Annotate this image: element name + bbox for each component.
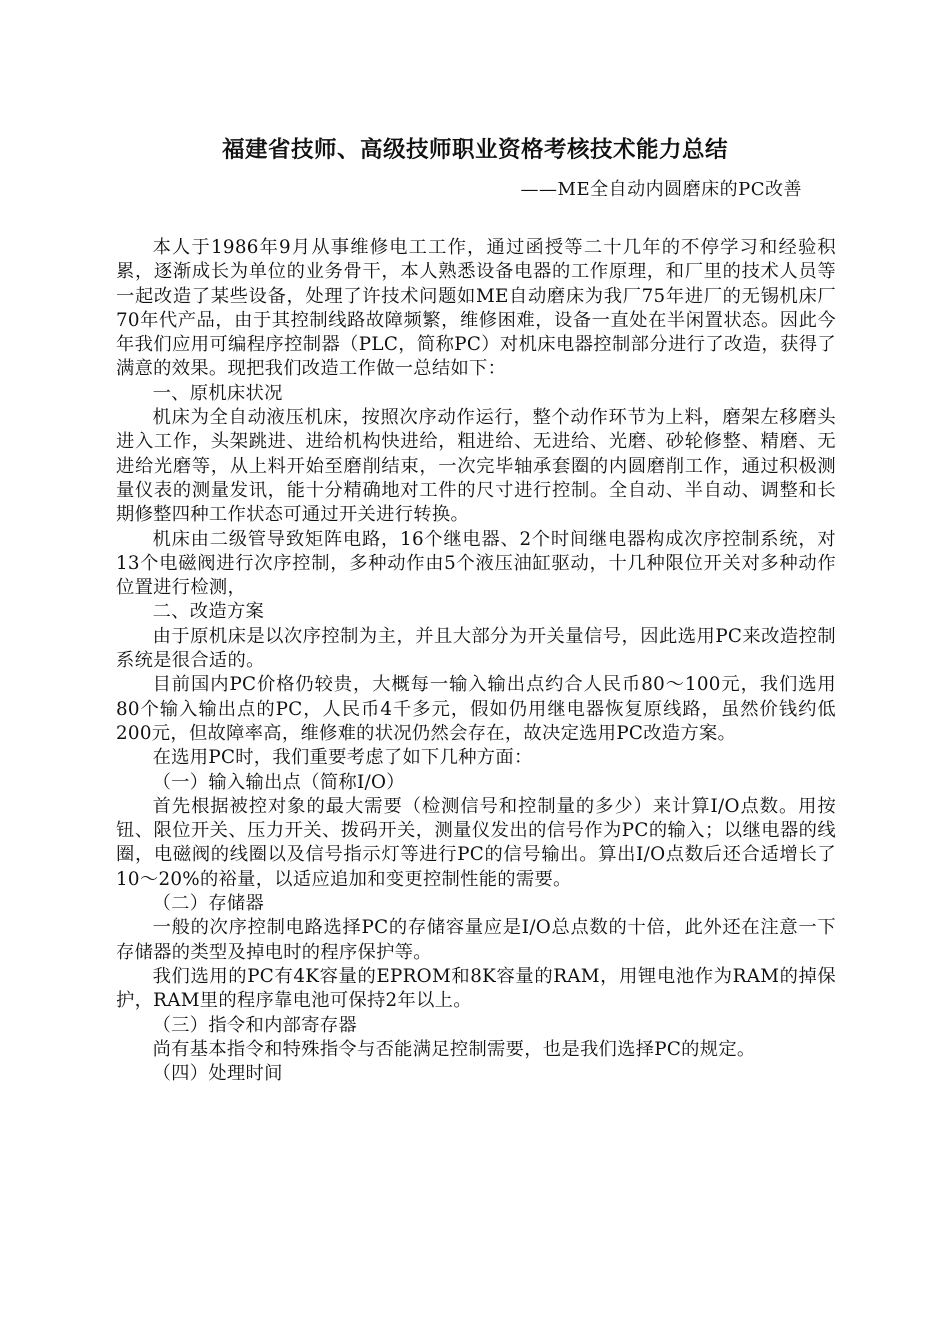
paragraph-io: 首先根据被控对象的最大需要（检测信号和控制量的多少）来计算I/O点数。用按钮、限位开关、压力开关、拨码开关，测量仪发出的信号作为PC的输入；以继电器的线圈，电磁阀的线圈以及信号指示灯等进行PC的信号输出。算出I/O点数后还合适增长了10～20%的裕量，以适应追加和变更控制性能的需要。 bbox=[116, 795, 836, 890]
subheading-io: （一）输入输出点（简称I/O） bbox=[152, 771, 405, 793]
paragraph-memory-spec: 我们选用的PC有4K容量的EPROM和8K容量的RAM，用锂电池作为RAM的掉保护，RAM里的程序靠电池可保持2年以上。 bbox=[116, 965, 836, 1012]
subheading-processing-time: （四）处理时间 bbox=[152, 1063, 283, 1085]
paragraph-memory: 一般的次序控制电路选择PC的存储容量应是I/O总点数的十倍，此外还在注意一下存储器的类型及掉电时的程序保护等。 bbox=[116, 917, 836, 963]
paragraph-plan-reason: 由于原机床是以次序控制为主，并且大部分为开关量信号，因此选用PC来改造控制系统是很合适的。 bbox=[116, 625, 836, 672]
paragraph-machine-description: 机床为全自动液压机床，按照次序动作运行，整个动作环节为上料，磨架左移磨头进入工作，头架跳进、进给机构快进给，粗进给、无进给、光磨、砂轮修整、精磨、无进给光磨等，从上料开始至磨削结束，一次完毕轴承套圈的内圆磨削工作，通过积极测量仪表的测量发讯，能十分精确地对工件的尺寸进行控制。全自动、半自动、调整和长期修整四种工作状态可通过开关进行转换。 bbox=[116, 407, 836, 526]
document-title: 福建省技师、高级技师职业资格考核技术能力总结 bbox=[221, 137, 728, 163]
paragraph-intro: 本人于1986年9月从事维修电工工作，通过函授等二十几年的不停学习和经验积累，逐渐成长为单位的业务骨干，本人熟悉设备电器的工作原理，和厂里的技术人员等一起改造了某些设备，处理了许技术问题如ME自动磨床为我厂75年进厂的无锡机床厂70年代产品，由于其控制线路故障频繁，维修困难，设备一直处在半闲置状态。因此今年我们应用可编程序控制器（PLC，简称PC）对机床电器控制部分进行了改造，获得了满意的效果。现把我们改造工作做一总结如下： bbox=[116, 237, 836, 380]
paragraph-considerations: 在选用PC时，我们重要考虑了如下几种方面： bbox=[152, 747, 533, 769]
section-heading-plan: 二、改造方案 bbox=[152, 601, 265, 623]
document-subtitle: ——ME全自动内圆磨床的PC改善 bbox=[520, 179, 802, 200]
subheading-memory: （二）存储器 bbox=[152, 893, 265, 915]
paragraph-instructions: 尚有基本指令和特殊指令与否能满足控制需要，也是我们选择PC的规定。 bbox=[152, 1038, 756, 1060]
document-body bbox=[116, 236, 836, 1086]
subheading-instructions: （三）指令和内部寄存器 bbox=[152, 1014, 357, 1036]
section-heading-original-state: 一、原机床状况 bbox=[152, 382, 283, 404]
paragraph-control-system: 机床由二级管导致矩阵电路，16个继电器、2个时间继电器构成次序控制系统，对13个电磁阀进行次序控制，多种动作由5个液压油缸驱动，十几种限位开关对多种动作位置进行检测， bbox=[116, 528, 836, 599]
paragraph-cost: 目前国内PC价格仍较贵，大概每一输入输出点约合人民币80～100元，我们选用80个输入输出点的PC，人民币4千多元，假如仍用继电器恢复原线路，虽然价钱约低200元，但故障率高，维修难的状况仍然会存在，故决定选用PC改造方案。 bbox=[116, 674, 836, 744]
